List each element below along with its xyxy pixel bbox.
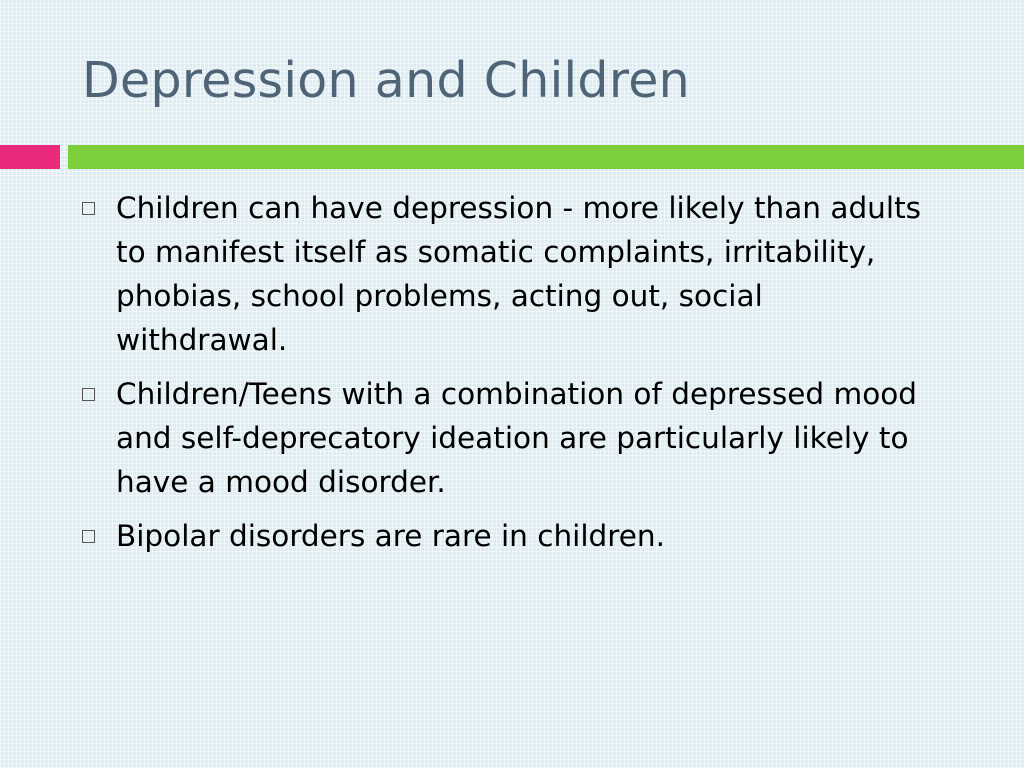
accent-bar-green xyxy=(68,145,1024,169)
square-bullet-icon xyxy=(82,202,95,215)
bullet-text: Children/Teens with a combination of depressed mood and self-deprecatory ideation are particularly likely to have a mood disorder. xyxy=(116,377,918,499)
bullet-text: Children can have depression - more likely than adults to manifest itself as somatic complaints, irritability, phobias, school problems, acting out, social withdrawal. xyxy=(116,191,921,357)
square-bullet-icon xyxy=(82,388,95,401)
square-bullet-icon xyxy=(82,530,95,543)
slide-title: Depression and Children xyxy=(82,52,691,109)
bullet-item xyxy=(82,514,942,558)
bullet-item xyxy=(82,372,942,504)
bullet-text: Bipolar disorders are rare in children. xyxy=(116,519,665,553)
bullet-item xyxy=(82,186,942,362)
bullet-list xyxy=(82,186,942,568)
accent-bar-pink xyxy=(0,145,60,169)
